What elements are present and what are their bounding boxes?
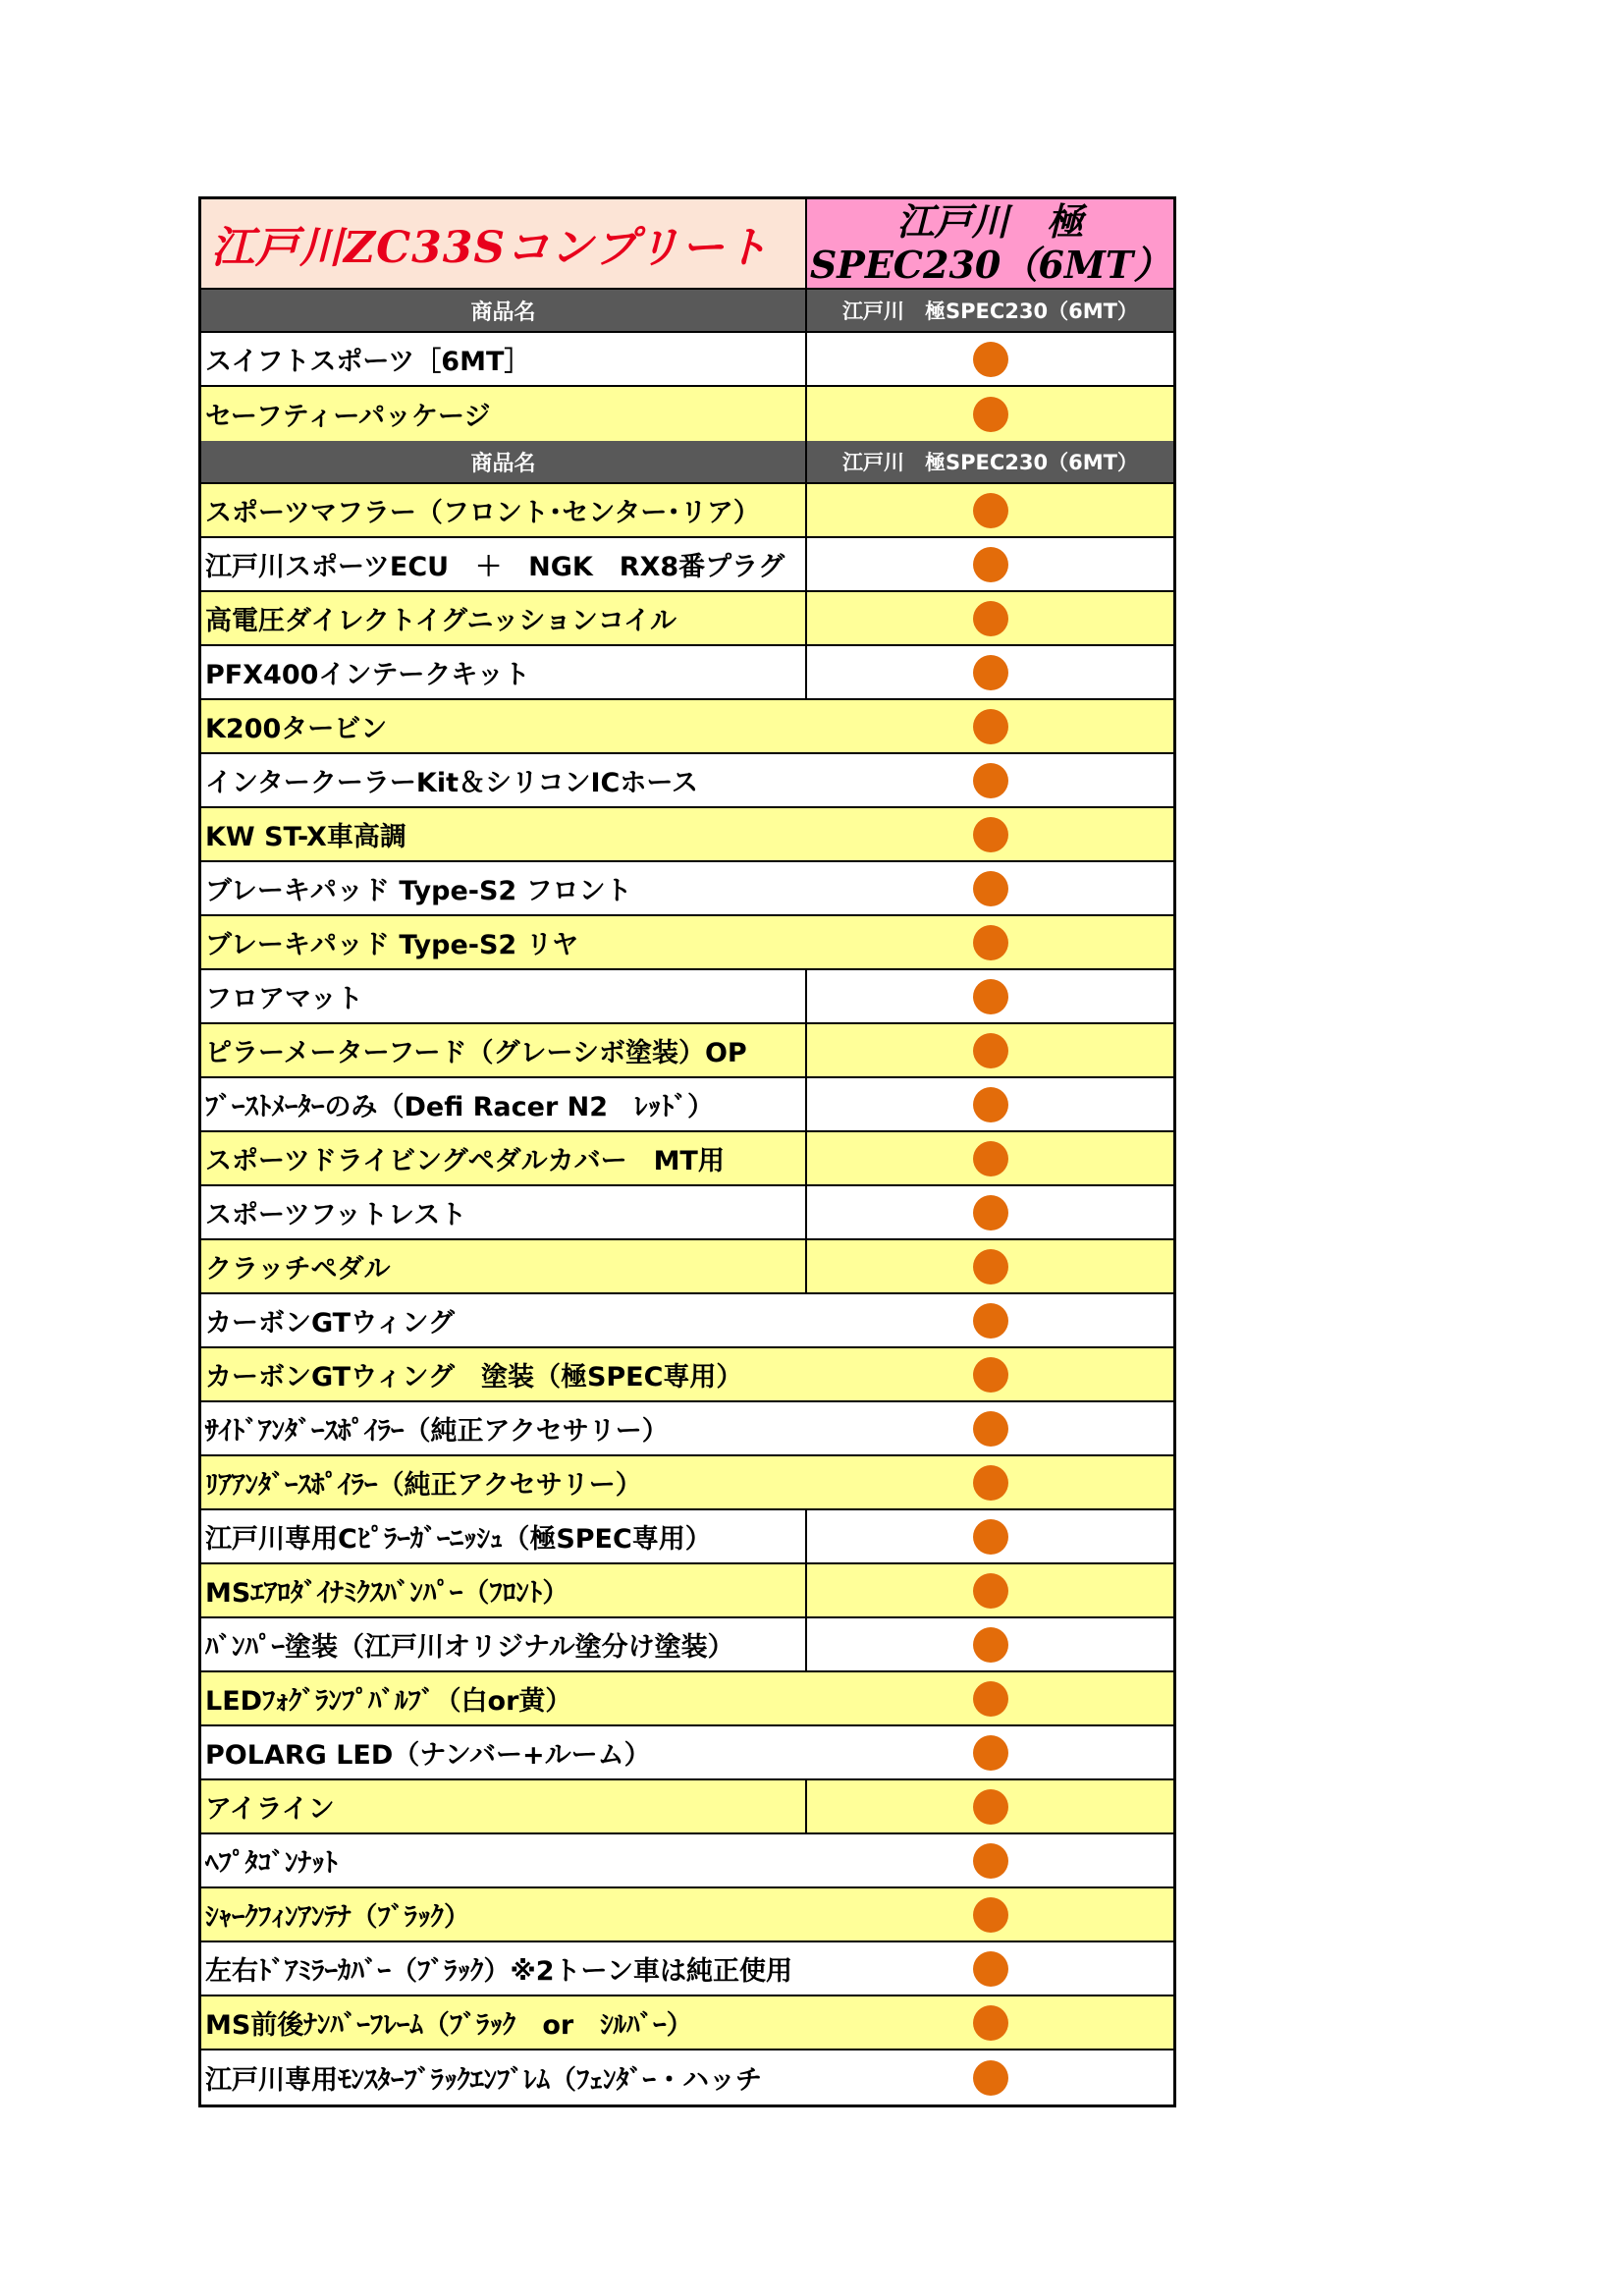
item-name: カーボンGTウィング [205,1308,455,1339]
spec-table [198,196,1176,2107]
included-mark-cell [807,1402,1173,1454]
table-row [201,646,1173,700]
table-row [201,538,1173,592]
included-mark-cell [807,1240,1173,1292]
orange-circle-icon [973,493,1008,528]
orange-circle-icon [973,709,1008,744]
item-name: POLARG LED（ナンバー+ルーム） [205,1740,651,1771]
item-name: ブレーキパッド Type-S2 リヤ [205,930,579,960]
item-name: ピラーメーターフード（グレーシボ塗装）OP [201,1024,807,1076]
item-name: ｼｬｰｸﾌｨﾝｱﾝﾃﾅ（ﾌﾞﾗｯｸ） [205,1902,470,1933]
item-name: KW ST-X車高調 [205,822,406,852]
included-mark-cell [807,754,1173,806]
included-mark-cell [807,1618,1173,1670]
item-name: セーフティーパッケージ [201,387,807,441]
table-row [201,1726,1173,1780]
included-mark-cell [807,646,1173,698]
table-row [201,1996,1173,2050]
table-row [201,1888,1173,1942]
table-row [201,808,1173,862]
orange-circle-icon [973,1141,1008,1176]
orange-circle-icon [973,1411,1008,1447]
orange-circle-icon [973,1843,1008,1879]
included-mark-cell [807,1564,1173,1616]
table-row [201,1186,1173,1240]
table-header [201,199,1173,290]
orange-circle-icon [973,397,1008,432]
item-name: スイフトスポーツ［6MT］ [201,333,807,385]
included-mark-cell [807,1780,1173,1832]
orange-circle-icon [973,1465,1008,1501]
orange-circle-icon [973,1573,1008,1609]
product-column-label: 商品名 [201,290,807,331]
product-column-label: 商品名 [201,441,807,482]
item-name: 江戸川スポーツECU ＋ NGK RX8番プラグ [201,538,807,590]
table-row [201,2050,1173,2105]
orange-circle-icon [973,342,1008,377]
table-row [201,1456,1173,1510]
parts-items-section [201,484,1173,2105]
table-row [201,1942,1173,1996]
orange-circle-icon [973,547,1008,582]
table-row [201,1618,1173,1672]
included-mark-cell [807,862,1173,914]
included-mark-cell [807,1726,1173,1778]
item-name: ﾌﾞｰｽﾄﾒｰﾀｰのみ（Defi Racer N2 ﾚｯﾄﾞ） [201,1078,807,1130]
orange-circle-icon [973,655,1008,690]
orange-circle-icon [973,1519,1008,1555]
included-mark-cell [807,1888,1173,1941]
orange-circle-icon [973,979,1008,1014]
orange-circle-icon [973,1681,1008,1717]
table-row [201,592,1173,646]
table-row [201,1132,1173,1186]
included-mark-cell [807,1132,1173,1184]
column-header-row [201,441,1173,484]
included-mark-cell [807,387,1173,441]
item-name: ﾍﾌﾟﾀｺﾞﾝﾅｯﾄ [205,1848,338,1879]
table-row [201,1294,1173,1348]
standard-items-section [201,333,1173,441]
included-mark-cell [807,1186,1173,1238]
item-name: ブレーキパッド Type-S2 フロント [205,876,632,906]
item-name: 左右ﾄﾞｱﾐﾗｰｶﾊﾞｰ（ﾌﾞﾗｯｸ）※2トーン車は純正使用 [205,1956,792,1987]
model-header [807,199,1173,288]
table-row [201,970,1173,1024]
item-name: フロアマット [201,970,807,1022]
orange-circle-icon [973,817,1008,852]
orange-circle-icon [973,1195,1008,1230]
table-row [201,862,1173,916]
included-mark-cell [807,592,1173,644]
orange-circle-icon [973,601,1008,636]
included-mark-cell [807,970,1173,1022]
included-mark-cell [807,1348,1173,1400]
included-mark-cell [807,1510,1173,1562]
table-row [201,1024,1173,1078]
model-name-line2: SPEC230（6MT） [809,243,1171,287]
table-row [201,484,1173,538]
included-mark-cell [807,333,1173,385]
item-name: ﾊﾞﾝﾊﾟｰ塗装（江戸川オリジナル塗分け塗装） [201,1618,807,1670]
orange-circle-icon [973,1357,1008,1393]
column-header-row [201,290,1173,333]
table-row [201,387,1173,441]
item-name: スポーツドライビングペダルカバー MT用 [201,1132,807,1184]
orange-circle-icon [973,2060,1008,2096]
item-name: 江戸川専用ﾓﾝｽﾀｰﾌﾞﾗｯｸｴﾝﾌﾞﾚﾑ（ﾌｪﾝﾀﾞｰ・ハッチ [205,2065,762,2096]
orange-circle-icon [973,1789,1008,1825]
item-name: LEDﾌｫｸﾞﾗﾝﾌﾟﾊﾞﾙﾌﾞ（白or黄） [205,1686,572,1717]
orange-circle-icon [973,871,1008,906]
orange-circle-icon [973,763,1008,798]
orange-circle-icon [973,1627,1008,1663]
item-name: アイライン [201,1780,807,1832]
included-mark-cell [807,1456,1173,1508]
included-mark-cell [807,700,1173,752]
orange-circle-icon [973,1249,1008,1285]
included-mark-cell [807,916,1173,968]
item-name: カーボンGTウィング 塗装（極SPEC専用） [205,1362,743,1393]
included-mark-cell [807,2050,1173,2105]
table-row [201,1078,1173,1132]
item-name: スポーツマフラー（フロント･センター･リア） [201,484,807,536]
model-column-label: 江戸川 極SPEC230（6MT） [842,451,1138,474]
included-mark-cell [807,1078,1173,1130]
table-row [201,1564,1173,1618]
item-name: 高電圧ダイレクトイグニッションコイル [201,592,807,644]
table-row [201,916,1173,970]
orange-circle-icon [973,1303,1008,1339]
orange-circle-icon [973,1033,1008,1068]
item-name: PFX400インテークキット [201,646,807,698]
item-name: クラッチペダル [201,1240,807,1292]
table-row [201,1672,1173,1726]
table-row [201,700,1173,754]
orange-circle-icon [973,1897,1008,1933]
item-name: インタークーラーKit＆シリコンICホース [205,768,698,798]
table-row [201,1402,1173,1456]
included-mark-cell [807,1294,1173,1346]
table-row [201,333,1173,387]
item-name: K200タービン [205,714,388,744]
item-name: MSｴｱﾛﾀﾞｲﾅﾐｸｽﾊﾞﾝﾊﾟｰ（ﾌﾛﾝﾄ） [201,1564,807,1616]
table-row [201,1834,1173,1888]
item-name: 江戸川専用Cﾋﾟﾗｰｶﾞｰﾆｯｼｭ（極SPEC専用） [201,1510,807,1562]
orange-circle-icon [973,1735,1008,1771]
orange-circle-icon [973,1951,1008,1987]
item-name: MS前後ﾅﾝﾊﾞｰﾌﾚｰﾑ（ﾌﾞﾗｯｸ or ｼﾙﾊﾞｰ） [205,2010,693,2041]
table-row [201,1348,1173,1402]
table-row [201,1510,1173,1564]
included-mark-cell [807,1024,1173,1076]
item-name: ｻｲﾄﾞｱﾝﾀﾞｰｽﾎﾟｲﾗｰ（純正アクセサリー） [205,1416,669,1447]
table-row [201,1780,1173,1834]
table-row [201,1240,1173,1294]
included-mark-cell [807,1996,1173,2049]
item-name: スポーツフットレスト [201,1186,807,1238]
orange-circle-icon [973,1087,1008,1122]
page-title: 江戸川ZC33Sコンプリート [201,199,807,288]
item-name: ﾘｱｱﾝﾀﾞｰｽﾎﾟｲﾗｰ（純正アクセサリー） [205,1470,642,1501]
included-mark-cell [807,808,1173,860]
orange-circle-icon [973,925,1008,960]
included-mark-cell [807,484,1173,536]
included-mark-cell [807,538,1173,590]
included-mark-cell [807,1672,1173,1724]
included-mark-cell [807,1942,1173,1995]
model-column-label: 江戸川 極SPEC230（6MT） [842,300,1138,323]
model-name-line1: 江戸川 極 [896,199,1084,244]
included-mark-cell [807,1834,1173,1886]
table-row [201,754,1173,808]
orange-circle-icon [973,2005,1008,2041]
